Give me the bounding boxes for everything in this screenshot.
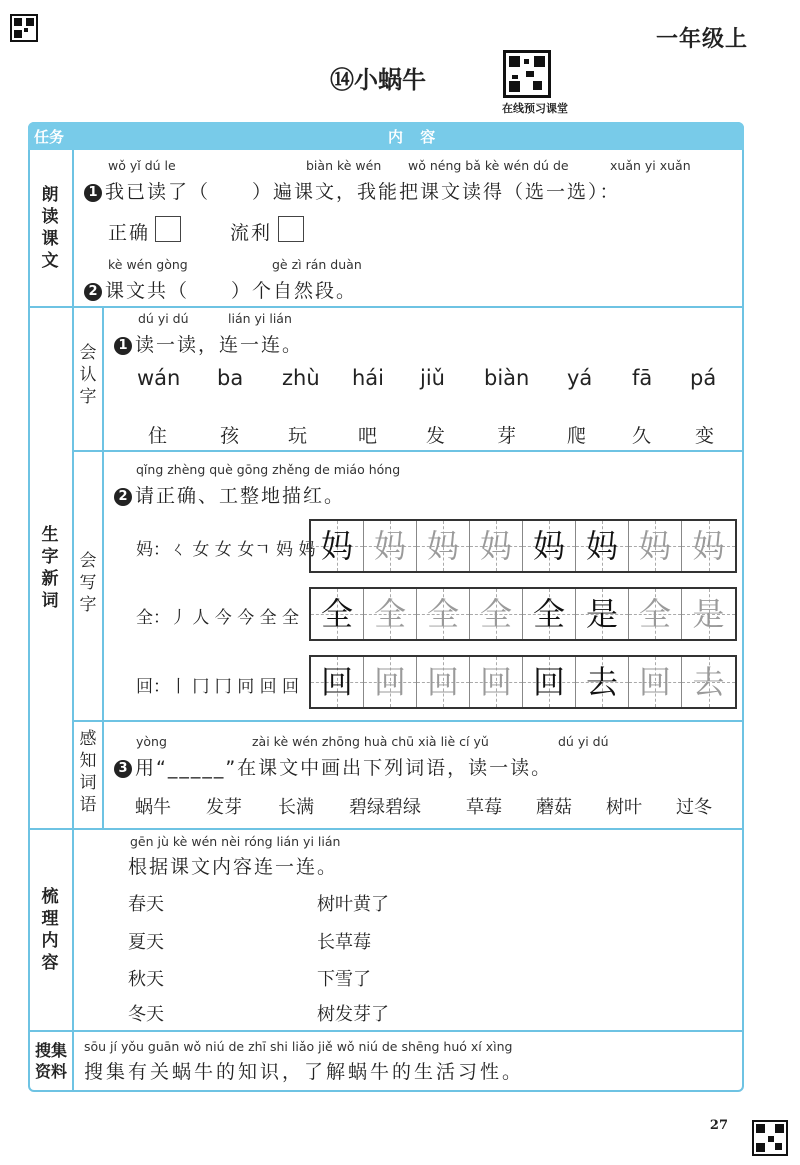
char-item[interactable]: 玩 xyxy=(288,425,308,447)
season-item[interactable]: 冬天 xyxy=(128,1004,164,1025)
pinyin-item[interactable]: zhù xyxy=(282,366,320,390)
sub-column-divider xyxy=(102,307,104,829)
question-text: 读一读，连一连。 xyxy=(135,334,304,356)
vocab-word[interactable]: 发芽 xyxy=(206,797,242,818)
header-content: 内 容 xyxy=(388,128,442,146)
stroke-order: 妈：ㄑ 女 女 女ㄱ 妈 妈 xyxy=(136,540,316,560)
column-divider xyxy=(72,150,74,1090)
char-item[interactable]: 住 xyxy=(148,425,168,447)
vocab-word[interactable]: 蜗牛 xyxy=(135,797,171,818)
option-label: 正确 xyxy=(108,222,151,244)
grid-cell[interactable]: 全 xyxy=(311,589,364,639)
grid-cell[interactable]: 回 xyxy=(417,657,470,707)
instruction-text: 根据课文内容连一连。 xyxy=(128,856,339,878)
question-text: 课文共（ ）个自然段。 xyxy=(105,280,358,302)
vocab-word[interactable]: 蘑菇 xyxy=(536,797,572,818)
question-number: 3 xyxy=(114,760,132,778)
season-item[interactable]: 秋天 xyxy=(128,969,164,990)
char-item[interactable]: 吧 xyxy=(358,425,378,447)
tracing-grid[interactable] xyxy=(309,519,737,573)
section-label-read: 朗 读 课 文 xyxy=(41,185,59,271)
corner-qr-code xyxy=(10,14,38,42)
char-item[interactable]: 久 xyxy=(632,425,652,447)
event-item[interactable]: 下雪了 xyxy=(317,969,371,990)
vocab-word[interactable]: 长满 xyxy=(278,797,314,818)
section-label-new-words: 生 字 新 词 xyxy=(41,525,59,611)
question-number: 2 xyxy=(114,488,132,506)
stroke-order: 全：丿 人 今 今 全 全 xyxy=(136,608,300,628)
pinyin-item[interactable]: hái xyxy=(352,366,385,390)
event-item[interactable]: 树发芽了 xyxy=(317,1004,389,1025)
grid-cell[interactable]: 是 xyxy=(682,589,735,639)
pinyin: dú yi dú xyxy=(138,311,189,326)
grade-label: 一年级上 xyxy=(655,27,748,52)
grid-cell[interactable]: 全 xyxy=(470,589,523,639)
pinyin: yòng xyxy=(136,734,167,749)
section-label-summary: 梳 理 内 容 xyxy=(41,887,59,973)
row-divider xyxy=(28,306,744,308)
grid-cell[interactable]: 妈 xyxy=(364,521,417,571)
pinyin-item[interactable]: biàn xyxy=(484,366,530,390)
tracing-grid[interactable] xyxy=(309,655,737,709)
grid-cell[interactable]: 回 xyxy=(629,657,682,707)
question-number: 1 xyxy=(114,337,132,355)
question-number: 1 xyxy=(84,184,102,202)
pinyin: gēn jù kè wén nèi róng lián yi lián xyxy=(130,834,341,849)
pinyin-item[interactable]: pá xyxy=(690,366,717,390)
table-header xyxy=(28,122,744,150)
grid-cell[interactable]: 回 xyxy=(364,657,417,707)
char-item[interactable]: 芽 xyxy=(497,425,517,447)
char-item[interactable]: 变 xyxy=(695,425,715,447)
grid-cell[interactable]: 妈 xyxy=(417,521,470,571)
question-3 xyxy=(114,753,552,780)
pinyin: biàn kè wén xyxy=(306,158,382,173)
event-item[interactable]: 长草莓 xyxy=(317,932,371,953)
vocab-word[interactable]: 过冬 xyxy=(676,797,712,818)
vocab-word[interactable]: 草莓 xyxy=(466,797,502,818)
grid-cell[interactable]: 全 xyxy=(523,589,576,639)
pinyin: xuǎn yi xuǎn xyxy=(610,158,691,173)
question-1 xyxy=(84,177,621,204)
pinyin-item[interactable]: fā xyxy=(632,366,653,390)
question-text: 请正确、工整地描红。 xyxy=(135,485,346,507)
grid-cell[interactable]: 回 xyxy=(470,657,523,707)
pinyin-item[interactable]: jiǔ xyxy=(420,366,445,390)
grid-cell[interactable]: 妈 xyxy=(576,521,629,571)
pinyin: kè wén gòng xyxy=(108,257,188,272)
pinyin-item[interactable]: yá xyxy=(567,366,593,390)
pinyin: gè zì rán duàn xyxy=(272,257,362,272)
question-text: 我已读了（ ）遍课文，我能把课文读得（选一选）： xyxy=(105,181,621,203)
grid-cell[interactable]: 妈 xyxy=(311,521,364,571)
pinyin-item[interactable]: wán xyxy=(137,366,181,390)
section-label-research: 搜集 资料 xyxy=(34,1041,67,1081)
char-item[interactable]: 孩 xyxy=(220,425,240,447)
pinyin-item[interactable]: ba xyxy=(217,366,244,390)
question-1 xyxy=(114,330,303,357)
char-item[interactable]: 发 xyxy=(426,425,446,447)
grid-cell[interactable]: 全 xyxy=(417,589,470,639)
lesson-title: ⑭小蜗牛 xyxy=(330,66,426,94)
pinyin: sōu jí yǒu guān wǒ niú de zhī shi liǎo jiě wǒ niú de shēng huó xí xìng xyxy=(84,1039,513,1054)
grid-cell[interactable]: 全 xyxy=(364,589,417,639)
grid-cell[interactable]: 妈 xyxy=(470,521,523,571)
pinyin: zài kè wén zhōng huà chū xià liè cí yǔ xyxy=(252,734,489,749)
checkbox-correct[interactable] xyxy=(155,216,181,242)
sub-label-write: 会 写 字 xyxy=(79,551,97,615)
page-number: 27 xyxy=(709,1118,728,1133)
grid-cell[interactable]: 妈 xyxy=(523,521,576,571)
pinyin: lián yi lián xyxy=(228,311,292,326)
pinyin: qǐng zhèng què gōng zhěng de miáo hóng xyxy=(136,462,401,477)
stroke-order: 回：丨 冂 冂 冋 回 回 xyxy=(136,677,300,697)
question-text: 用“_____”在课文中画出下列词语，读一读。 xyxy=(135,757,553,779)
event-item[interactable]: 树叶黄了 xyxy=(317,894,389,915)
page-qr-code[interactable] xyxy=(752,1120,788,1156)
instruction-text: 搜集有关蜗牛的知识，了解蜗牛的生活习性。 xyxy=(84,1061,525,1083)
season-item[interactable]: 春天 xyxy=(128,894,164,915)
grid-cell[interactable]: 回 xyxy=(311,657,364,707)
grid-cell[interactable]: 是 xyxy=(576,589,629,639)
row-divider xyxy=(28,1030,744,1032)
tracing-grid[interactable] xyxy=(309,587,737,641)
sub-label-words: 感 知 词 语 xyxy=(79,729,97,815)
grid-cell[interactable]: 回 xyxy=(523,657,576,707)
pinyin: wǒ yǐ dú le xyxy=(108,158,176,173)
question-2 xyxy=(84,276,357,303)
grid-cell[interactable]: 去 xyxy=(576,657,629,707)
char-item[interactable]: 爬 xyxy=(567,425,587,447)
grid-cell[interactable]: 去 xyxy=(682,657,735,707)
lesson-qr-code[interactable] xyxy=(503,50,551,98)
option-label: 流利 xyxy=(230,222,273,244)
row-divider xyxy=(72,720,744,722)
season-item[interactable]: 夏天 xyxy=(128,932,164,953)
vocab-word[interactable]: 碧绿碧绿 xyxy=(349,797,421,818)
grid-cell[interactable]: 妈 xyxy=(682,521,735,571)
question-2 xyxy=(114,481,345,508)
grid-cell[interactable]: 全 xyxy=(629,589,682,639)
qr-caption: 在线预习课堂 xyxy=(502,102,568,115)
sub-label-recognize: 会 认 字 xyxy=(79,343,97,407)
checkbox-fluent[interactable] xyxy=(278,216,304,242)
row-divider xyxy=(28,828,744,830)
question-number: 2 xyxy=(84,283,102,301)
grid-cell[interactable]: 妈 xyxy=(629,521,682,571)
header-task: 任务 xyxy=(34,128,65,146)
pinyin: wǒ néng bǎ kè wén dú de xyxy=(408,158,569,173)
pinyin: dú yi dú xyxy=(558,734,609,749)
vocab-word[interactable]: 树叶 xyxy=(606,797,642,818)
row-divider xyxy=(72,450,744,452)
